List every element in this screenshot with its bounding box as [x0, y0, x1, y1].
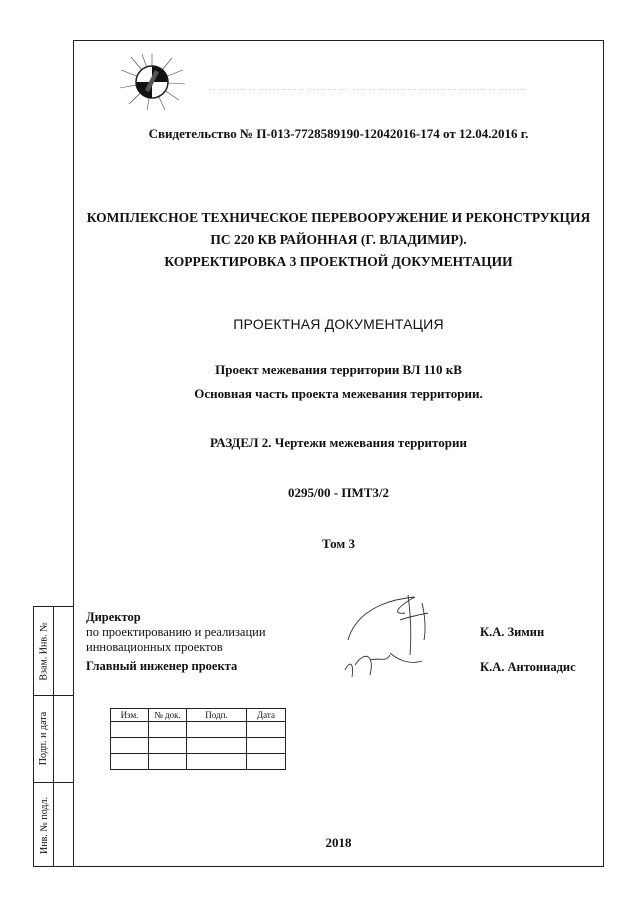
- volume-number: Том 3: [322, 536, 355, 551]
- side-label-inv-replace: Взам. Инв. №: [38, 621, 50, 681]
- company-logo: [117, 52, 187, 112]
- title-line: КОМПЛЕКСНОЕ ТЕХНИЧЕСКОЕ ПЕРЕВООРУЖЕНИЕ И РЕКОНСТРУКЦИЯ: [86, 210, 591, 225]
- side-stamp-strip: [33, 606, 73, 867]
- side-value-column: [54, 607, 74, 866]
- side-label-inv-original: Инв. № подл.: [38, 796, 50, 854]
- title-line: ПС 220 КВ РАЙОННАЯ (Г. ВЛАДИМИР).: [210, 232, 467, 247]
- change-registration-table: [110, 708, 286, 770]
- director-title: Директор: [86, 610, 141, 624]
- table-header: № док.: [149, 709, 187, 722]
- certificate-line: Свидетельство № П-013-7728589190-12042016-174 от 12.04.2016 г.: [148, 126, 529, 141]
- title-line: КОРРЕКТИРОВКА 3 ПРОЕКТНОЙ ДОКУМЕНТАЦИИ: [164, 254, 513, 269]
- document-code: 0295/00 - ПМТ3/2: [287, 485, 390, 500]
- section-title: РАЗДЕЛ 2. Чертежи межевания территории: [210, 435, 467, 450]
- engineer-name: К.А. Антониадис: [480, 660, 576, 674]
- project-title: [73, 358, 604, 406]
- project-line: Проект межевания территории ВЛ 110 кВ: [215, 362, 462, 377]
- document-title: [73, 207, 604, 273]
- document-type: ПРОЕКТНАЯ ДОКУМЕНТАЦИЯ: [233, 316, 444, 332]
- document-year: 2018: [325, 835, 352, 850]
- signature-block: [86, 610, 266, 674]
- table-header: Изм.: [111, 709, 149, 722]
- table-row: [111, 754, 286, 770]
- table-header: Дата: [247, 709, 286, 722]
- director-subtitle: по проектированию и реализации: [86, 625, 266, 639]
- header-faded-text: ............... ............ ......... ................. ......... ............................................ ...............: [210, 86, 528, 92]
- table-row: [111, 738, 286, 754]
- side-label-sign-date: Подп. и дата: [38, 711, 50, 766]
- table-header: Подп.: [187, 709, 247, 722]
- director-name: К.А. Зимин: [480, 625, 545, 639]
- director-subtitle: инновационных проектов: [86, 640, 223, 654]
- table-row: [111, 722, 286, 738]
- project-line: Основная часть проекта межевания территории.: [194, 386, 483, 401]
- engineer-title: Главный инженер проекта: [86, 659, 238, 673]
- handwritten-signature: [330, 585, 440, 690]
